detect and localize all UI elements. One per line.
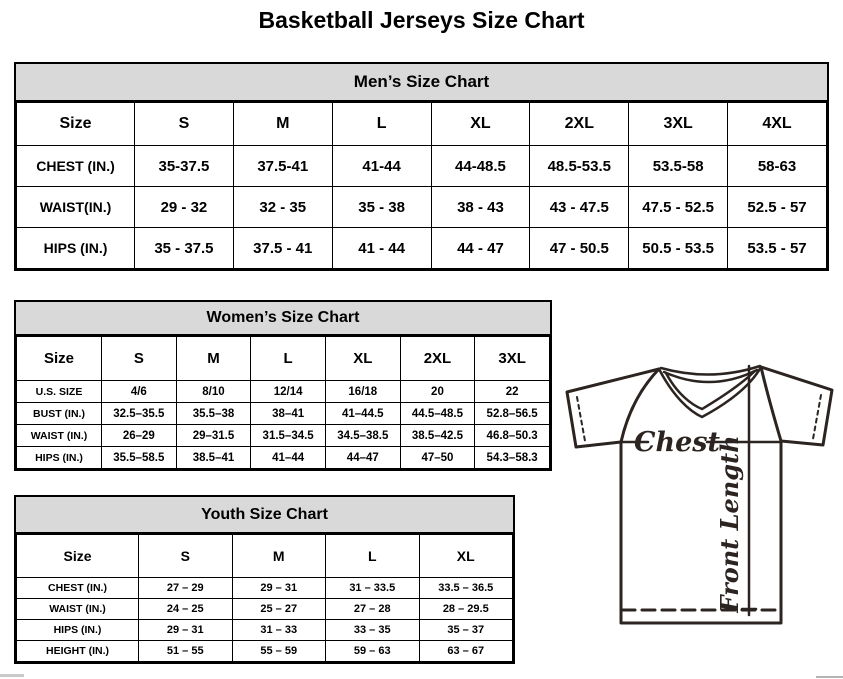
table-row [17,403,550,425]
column-header: 3XL [629,103,728,146]
value-cell: 47–50 [400,447,475,469]
header-row [17,535,513,578]
mens-size-table [16,102,827,269]
column-header: XL [431,103,530,146]
value-cell: 38 - 43 [431,187,530,228]
jersey-right-armhole [761,367,781,441]
header-row [17,337,550,381]
table-row [17,381,550,403]
scrollbar-fragment-left [0,674,24,677]
row-label: HEIGHT (IN.) [17,641,139,662]
value-cell: 38–41 [251,403,326,425]
value-cell: 24 – 25 [139,599,233,620]
front-length-label: Front Length [715,435,744,613]
column-header: Size [17,103,135,146]
row-label: CHEST (IN.) [17,146,135,187]
jersey-left-cuff-dashes [577,397,585,441]
column-header: 4XL [728,103,827,146]
table-row [17,228,827,269]
value-cell: 44.5–48.5 [400,403,475,425]
value-cell: 35.5–38 [176,403,251,425]
value-cell: 53.5-58 [629,146,728,187]
column-header: L [251,337,326,381]
value-cell: 35 – 37 [419,620,513,641]
row-label: WAIST(IN.) [17,187,135,228]
row-label: WAIST (IN.) [17,425,102,447]
youth-size-chart-section [14,495,515,664]
value-cell: 59 – 63 [326,641,420,662]
value-cell: 35.5–58.5 [102,447,177,469]
column-header: S [139,535,233,578]
value-cell: 20 [400,381,475,403]
jersey-body [621,441,781,623]
value-cell: 48.5-53.5 [530,146,629,187]
row-label: WAIST (IN.) [17,599,139,620]
column-header: 2XL [400,337,475,381]
value-cell: 54.3–58.3 [475,447,550,469]
page-title: Basketball Jerseys Size Chart [258,7,585,33]
value-cell: 44 - 47 [431,228,530,269]
value-cell: 41–44.5 [325,403,400,425]
row-label: U.S. SIZE [17,381,102,403]
column-header: 2XL [530,103,629,146]
table-row [17,599,513,620]
table-row [17,447,550,469]
value-cell: 37.5 - 41 [233,228,332,269]
value-cell: 50.5 - 53.5 [629,228,728,269]
scrollbar-fragment-right [816,676,843,678]
table-row [17,578,513,599]
value-cell: 37.5-41 [233,146,332,187]
youth-chart-title: Youth Size Chart [16,497,513,534]
value-cell: 34.5–38.5 [325,425,400,447]
table-row [17,187,827,228]
value-cell: 35 - 38 [332,187,431,228]
value-cell: 16/18 [325,381,400,403]
value-cell: 31 – 33.5 [326,578,420,599]
table-row [17,425,550,447]
mens-chart-title: Men’s Size Chart [16,64,827,102]
row-label: HIPS (IN.) [17,228,135,269]
jersey-collar-back-top [661,366,760,375]
row-label: HIPS (IN.) [17,447,102,469]
value-cell: 33.5 – 36.5 [419,578,513,599]
value-cell: 41–44 [251,447,326,469]
youth-size-table [16,534,513,662]
value-cell: 29 - 32 [135,187,234,228]
value-cell: 29 – 31 [139,620,233,641]
value-cell: 55 – 59 [232,641,326,662]
value-cell: 52.5 - 57 [728,187,827,228]
column-header: Size [17,337,102,381]
value-cell: 12/14 [251,381,326,403]
table-row [17,620,513,641]
value-cell: 51 – 55 [139,641,233,662]
column-header: S [102,337,177,381]
column-header: M [176,337,251,381]
value-cell: 53.5 - 57 [728,228,827,269]
value-cell: 29 – 31 [232,578,326,599]
value-cell: 44-48.5 [431,146,530,187]
column-header: M [232,535,326,578]
value-cell: 63 – 67 [419,641,513,662]
value-cell: 32 - 35 [233,187,332,228]
value-cell: 44–47 [325,447,400,469]
value-cell: 31.5–34.5 [251,425,326,447]
value-cell: 47 - 50.5 [530,228,629,269]
value-cell: 35 - 37.5 [135,228,234,269]
column-header: L [326,535,420,578]
value-cell: 25 – 27 [232,599,326,620]
value-cell: 41-44 [332,146,431,187]
header-row [17,103,827,146]
column-header: 3XL [475,337,550,381]
table-row [17,641,513,662]
column-header: M [233,103,332,146]
value-cell: 41 - 44 [332,228,431,269]
value-cell: 8/10 [176,381,251,403]
value-cell: 32.5–35.5 [102,403,177,425]
value-cell: 4/6 [102,381,177,403]
value-cell: 26–29 [102,425,177,447]
column-header: XL [325,337,400,381]
value-cell: 46.8–50.3 [475,425,550,447]
value-cell: 38.5–42.5 [400,425,475,447]
womens-size-table [16,336,550,469]
column-header: S [135,103,234,146]
table-row [17,146,827,187]
chest-label: Chest [634,427,720,458]
womens-chart-title: Women’s Size Chart [16,302,550,336]
jersey-illustration [555,352,843,646]
value-cell: 31 – 33 [232,620,326,641]
column-header: L [332,103,431,146]
value-cell: 33 – 35 [326,620,420,641]
value-cell: 52.8–56.5 [475,403,550,425]
value-cell: 29–31.5 [176,425,251,447]
value-cell: 35-37.5 [135,146,234,187]
jersey-right-cuff-dashes [813,395,821,439]
mens-size-chart-section [14,62,829,271]
value-cell: 38.5–41 [176,447,251,469]
value-cell: 28 – 29.5 [419,599,513,620]
row-label: BUST (IN.) [17,403,102,425]
row-label: CHEST (IN.) [17,578,139,599]
value-cell: 27 – 29 [139,578,233,599]
jersey-measurement-diagram [555,352,843,646]
value-cell: 58-63 [728,146,827,187]
row-label: HIPS (IN.) [17,620,139,641]
column-header: XL [419,535,513,578]
value-cell: 43 - 47.5 [530,187,629,228]
column-header: Size [17,535,139,578]
value-cell: 22 [475,381,550,403]
value-cell: 27 – 28 [326,599,420,620]
womens-size-chart-section [14,300,552,471]
value-cell: 47.5 - 52.5 [629,187,728,228]
